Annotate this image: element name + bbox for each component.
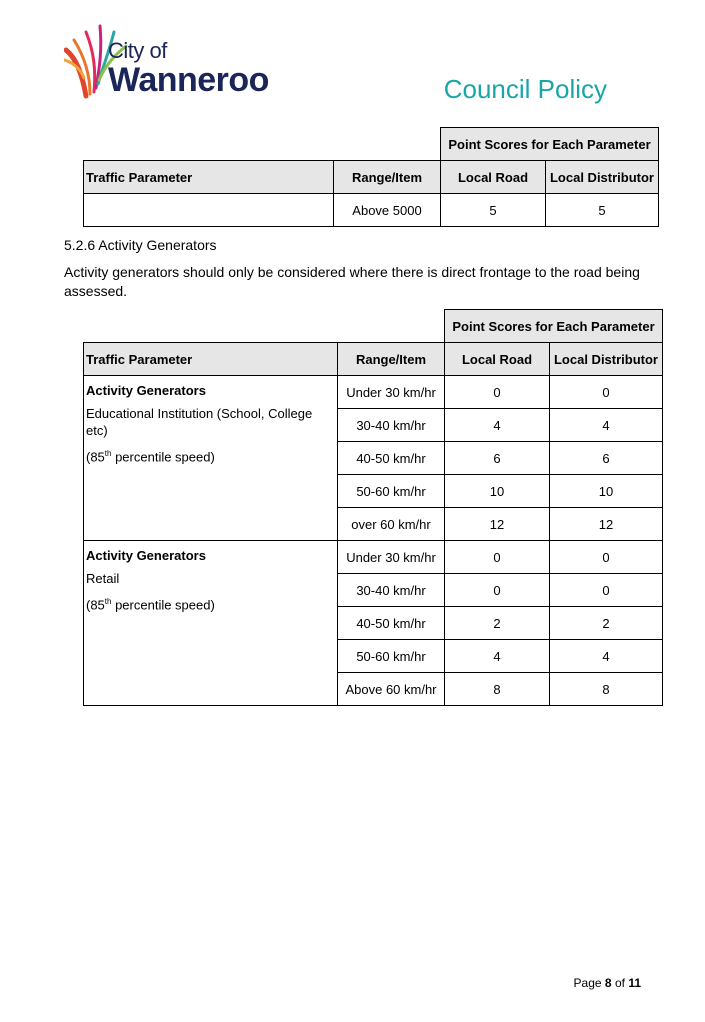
page-total: 11 [628, 976, 641, 990]
blank-header-cell [84, 128, 441, 161]
col-traffic-parameter: Traffic Parameter [84, 161, 334, 194]
cell-local-road: 0 [445, 541, 550, 574]
table-row [84, 541, 663, 574]
cell-range: over 60 km/hr [338, 508, 445, 541]
cell-local-road: 0 [445, 376, 550, 409]
note-sup: th [104, 597, 112, 606]
note-pre: (85 [86, 449, 105, 465]
cell-local-distributor: 5 [546, 194, 659, 227]
cell-param [84, 194, 334, 227]
note-sup: th [104, 449, 112, 458]
cell-range: 30-40 km/hr [338, 409, 445, 442]
param-cell-educational [84, 376, 338, 541]
cell-range: 40-50 km/hr [338, 442, 445, 475]
blank-header-cell [84, 310, 445, 343]
param-subtitle: Educational Institution (School, College etc) [86, 406, 313, 438]
cell-local-distributor: 0 [550, 376, 663, 409]
param-note [86, 445, 333, 465]
param-title: Activity Generators [86, 383, 206, 398]
col-local-road: Local Road [445, 343, 550, 376]
note-pre: (85 [86, 597, 105, 613]
logo-line1: City of [108, 38, 167, 63]
col-range-item: Range/Item [338, 343, 445, 376]
section-paragraph: Activity generators should only be considered where there is direct frontage to the road being assessed. [64, 264, 640, 299]
param-note [86, 593, 333, 613]
activity-generators-table [83, 309, 663, 706]
cell-local-road: 8 [445, 673, 550, 706]
cell-range: Under 30 km/hr [338, 541, 445, 574]
cell-local-road: 0 [445, 574, 550, 607]
cell-local-road: 5 [441, 194, 546, 227]
cell-local-distributor: 4 [550, 409, 663, 442]
cell-range: Above 5000 [334, 194, 441, 227]
cell-local-road: 6 [445, 442, 550, 475]
cell-local-distributor: 2 [550, 607, 663, 640]
document-title: Council Policy [443, 74, 607, 104]
cell-local-distributor: 10 [550, 475, 663, 508]
table-row [84, 376, 663, 409]
logo-line2: Wanneroo [108, 61, 269, 99]
page-footer [574, 976, 641, 990]
note-post: percentile speed) [111, 449, 215, 465]
param-subtitle: Retail [86, 571, 120, 586]
group-header: Point Scores for Each Parameter [441, 128, 659, 161]
cell-range: 50-60 km/hr [338, 640, 445, 673]
section-heading: 5.2.6 Activity Generators [64, 237, 217, 253]
cell-local-road: 10 [445, 475, 550, 508]
cell-local-distributor: 0 [550, 541, 663, 574]
group-header: Point Scores for Each Parameter [445, 310, 663, 343]
cell-range: 40-50 km/hr [338, 607, 445, 640]
cell-local-distributor: 6 [550, 442, 663, 475]
col-local-road: Local Road [441, 161, 546, 194]
cell-local-distributor: 8 [550, 673, 663, 706]
note-post: percentile speed) [111, 597, 215, 613]
cell-range: 30-40 km/hr [338, 574, 445, 607]
cell-local-road: 4 [445, 640, 550, 673]
cell-local-distributor: 12 [550, 508, 663, 541]
col-traffic-parameter: Traffic Parameter [84, 343, 338, 376]
cell-range: Under 30 km/hr [338, 376, 445, 409]
page-number: 8 [604, 976, 612, 990]
table-row [84, 194, 659, 227]
traffic-volume-table [83, 127, 659, 227]
cell-local-distributor: 0 [550, 574, 663, 607]
cell-range: 50-60 km/hr [338, 475, 445, 508]
col-local-distributor: Local Distributor [550, 343, 663, 376]
param-title: Activity Generators [86, 548, 206, 563]
param-cell-retail [84, 541, 338, 706]
page-label: Page [573, 976, 602, 990]
cell-range: Above 60 km/hr [338, 673, 445, 706]
col-range-item: Range/Item [334, 161, 441, 194]
cell-local-road: 12 [445, 508, 550, 541]
col-local-distributor: Local Distributor [546, 161, 659, 194]
cell-local-road: 4 [445, 409, 550, 442]
of-label: of [614, 976, 625, 990]
cell-local-road: 2 [445, 607, 550, 640]
cell-local-distributor: 4 [550, 640, 663, 673]
